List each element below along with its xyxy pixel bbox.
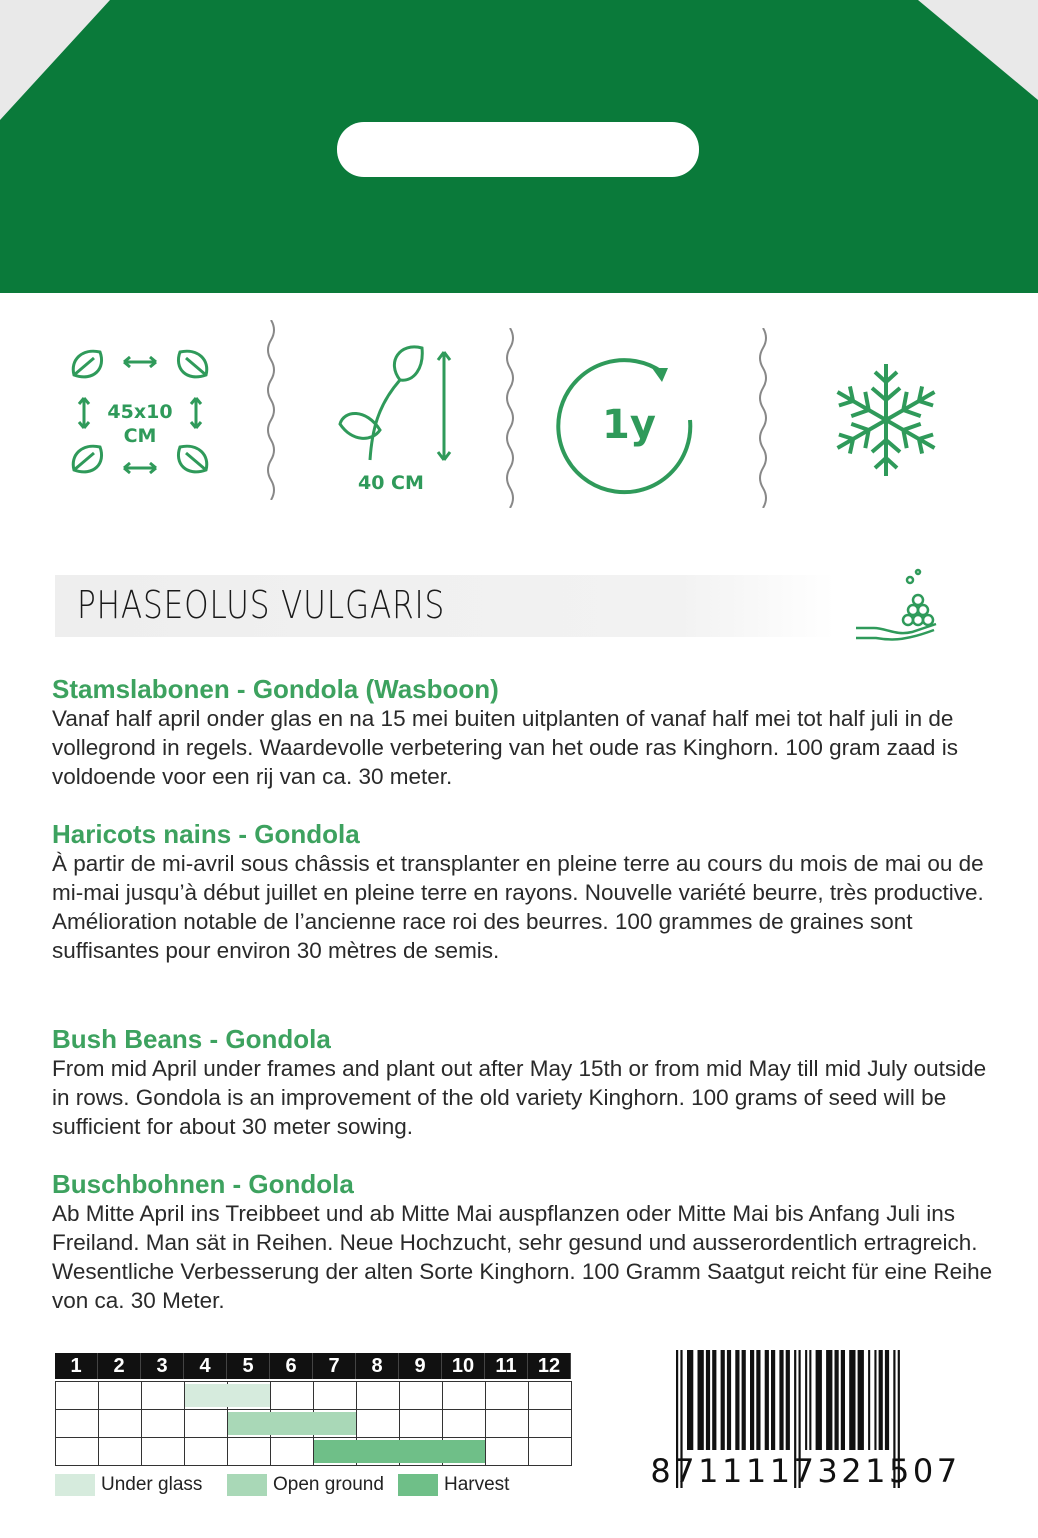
calendar-cell: [141, 1437, 185, 1466]
calendar-grid: [55, 1381, 571, 1465]
section-title: Haricots nains - Gondola: [52, 819, 360, 849]
section-french: [52, 819, 997, 965]
calendar-bar-open-ground: [228, 1412, 356, 1435]
section-body: Vanaf half april onder glas en na 15 mei buiten uitplanten of vanaf half mei tot half juli in de vollegrond in regels. Waardevolle verbetering van het oude ras Kinghorn. 100 gram zaad is voldoende voor een rij van ca. 30 meter.: [52, 706, 958, 789]
section-title: Stamslabonen - Gondola (Wasboon): [52, 674, 499, 704]
calendar-month-8: 8: [356, 1353, 399, 1379]
calendar-cell: [442, 1409, 486, 1438]
calendar-bar-harvest: [314, 1440, 485, 1463]
calendar-month-2: 2: [98, 1353, 141, 1379]
legend-swatch-under-glass: [55, 1474, 95, 1496]
section-english: [52, 1024, 997, 1141]
calendar-month-9: 9: [399, 1353, 442, 1379]
legend-label-open-ground: Open ground: [273, 1474, 384, 1495]
barcode-bar: [779, 1350, 783, 1450]
annual-cycle-icon: [552, 320, 702, 510]
barcode-bar: [858, 1350, 864, 1450]
calendar-month-5: 5: [227, 1353, 270, 1379]
species-bar: [55, 575, 835, 637]
barcode-bar: [885, 1350, 889, 1450]
seeds-in-hand-icon: [852, 566, 942, 646]
calendar-month-3: 3: [141, 1353, 184, 1379]
height-label: 40 CM: [358, 472, 424, 494]
legend-swatch-open-ground: [227, 1474, 267, 1496]
calendar-month-header: [55, 1353, 571, 1379]
section-body: À partir de mi-avril sous châssis et transplanter en pleine terre au cours du mois de mai ou de mi-mai jusqu’à début juillet en pleine terre en rayons. Nouvelle variété beurre, très productive. Amélioration notable de l’ancienne race roi des beurres. 100 grammes de graines sont suffisantes pour environ 30 mètres de semis.: [52, 851, 984, 963]
section-body: Ab Mitte April ins Treibbeet und ab Mitte Mai auspflanzen oder Mitte Mai bis Anfang Juli ins Freiland. Man sät in Reihen. Neue Hochzucht, sehr gesund und ausserordentlich ertragreich. Wesentliche Verbesserung der alten Sorte Kinghorn. 100 Gramm Saatgut reicht für eine Reihe von ca. 30 Meter.: [52, 1201, 993, 1313]
legend-label-under-glass: Under glass: [101, 1474, 203, 1495]
barcode-bar: [765, 1350, 769, 1450]
legend-swatch-harvest: [398, 1474, 438, 1496]
calendar-month-11: 11: [485, 1353, 528, 1379]
calendar-cell: [184, 1437, 228, 1466]
barcode-bar: [698, 1350, 704, 1450]
barcode-bar: [849, 1350, 855, 1450]
calendar-cell: [356, 1409, 400, 1438]
wavy-divider: [756, 328, 770, 508]
calendar-month-10: 10: [442, 1353, 485, 1379]
barcode-bar: [826, 1350, 832, 1450]
calendar-cell: [141, 1409, 185, 1438]
calendar-cell: [55, 1409, 99, 1438]
section-title: Buschbohnen - Gondola: [52, 1169, 354, 1199]
calendar-cell: [485, 1381, 529, 1410]
calendar-legend: [55, 1470, 615, 1500]
barcode-bar: [786, 1350, 790, 1450]
leaf-spacing-icon: [60, 320, 220, 510]
hang-hole: [337, 122, 699, 177]
calendar-cell: [55, 1437, 99, 1466]
latin-name: PHASEOLUS VULGARIS: [77, 583, 446, 627]
calendar-month-1: 1: [55, 1353, 98, 1379]
calendar-cell: [313, 1381, 357, 1410]
barcode-bar: [735, 1350, 739, 1450]
barcode-bar: [721, 1350, 725, 1450]
lifecycle-label: 1y: [602, 402, 656, 448]
calendar-cell: [227, 1437, 271, 1466]
sowing-calendar: [55, 1353, 571, 1465]
calendar-cell: [528, 1381, 572, 1410]
calendar-cell: [98, 1409, 142, 1438]
barcode-bar: [874, 1350, 876, 1450]
calendar-month-12: 12: [528, 1353, 571, 1379]
barcode-bar: [771, 1350, 775, 1450]
calendar-cell: [528, 1409, 572, 1438]
plant-height-icon: [330, 320, 470, 510]
packet-header: [0, 0, 1038, 295]
calendar-cell: [184, 1409, 228, 1438]
barcode-bar: [712, 1350, 716, 1450]
barcode-bar: [841, 1350, 845, 1450]
section-dutch: [52, 674, 997, 791]
calendar-month-7: 7: [313, 1353, 356, 1379]
calendar-cell: [485, 1437, 529, 1466]
barcode-bar: [706, 1350, 710, 1450]
legend-label-harvest: Harvest: [444, 1474, 510, 1495]
calendar-cell: [98, 1437, 142, 1466]
section-title: Bush Beans - Gondola: [52, 1024, 331, 1054]
calendar-month-6: 6: [270, 1353, 313, 1379]
wavy-divider: [503, 328, 517, 508]
wavy-divider: [264, 320, 278, 500]
calendar-cell: [270, 1381, 314, 1410]
calendar-cell: [98, 1381, 142, 1410]
section-german: [52, 1169, 997, 1315]
barcode-bar: [756, 1350, 760, 1450]
barcode-bar: [750, 1350, 754, 1450]
barcode-bar: [816, 1350, 822, 1450]
barcode-number: 8711117321507: [650, 1452, 961, 1490]
calendar-cell: [141, 1381, 185, 1410]
calendar-cell: [399, 1381, 443, 1410]
calendar-cell: [356, 1381, 400, 1410]
calendar-cell: [442, 1381, 486, 1410]
barcode-bar: [687, 1350, 693, 1450]
barcode-bar: [868, 1350, 870, 1450]
barcode-bar: [835, 1350, 839, 1450]
spacing-label-line1: 45x10: [107, 401, 173, 423]
barcode-bar: [742, 1350, 746, 1450]
section-body: From mid April under frames and plant out after May 15th or from mid May till mid July outside in rows. Gondola is an improvement of the old variety Kinghorn. 100 grams of seed will be sufficient for about 30 meter sowing.: [52, 1056, 987, 1139]
snowflake-icon: [828, 320, 948, 510]
calendar-month-4: 4: [184, 1353, 227, 1379]
barcode-bar: [879, 1350, 883, 1450]
calendar-cell: [399, 1409, 443, 1438]
growing-icons-row: [0, 320, 1038, 510]
calendar-bar-under-glass: [185, 1384, 270, 1407]
spacing-label-line2: CM: [123, 425, 157, 447]
calendar-cell: [528, 1437, 572, 1466]
barcode-bar: [727, 1350, 731, 1450]
calendar-cell: [55, 1381, 99, 1410]
calendar-cell: [270, 1437, 314, 1466]
barcode-bar: [805, 1350, 807, 1450]
barcode-bar: [809, 1350, 811, 1450]
calendar-cell: [485, 1409, 529, 1438]
